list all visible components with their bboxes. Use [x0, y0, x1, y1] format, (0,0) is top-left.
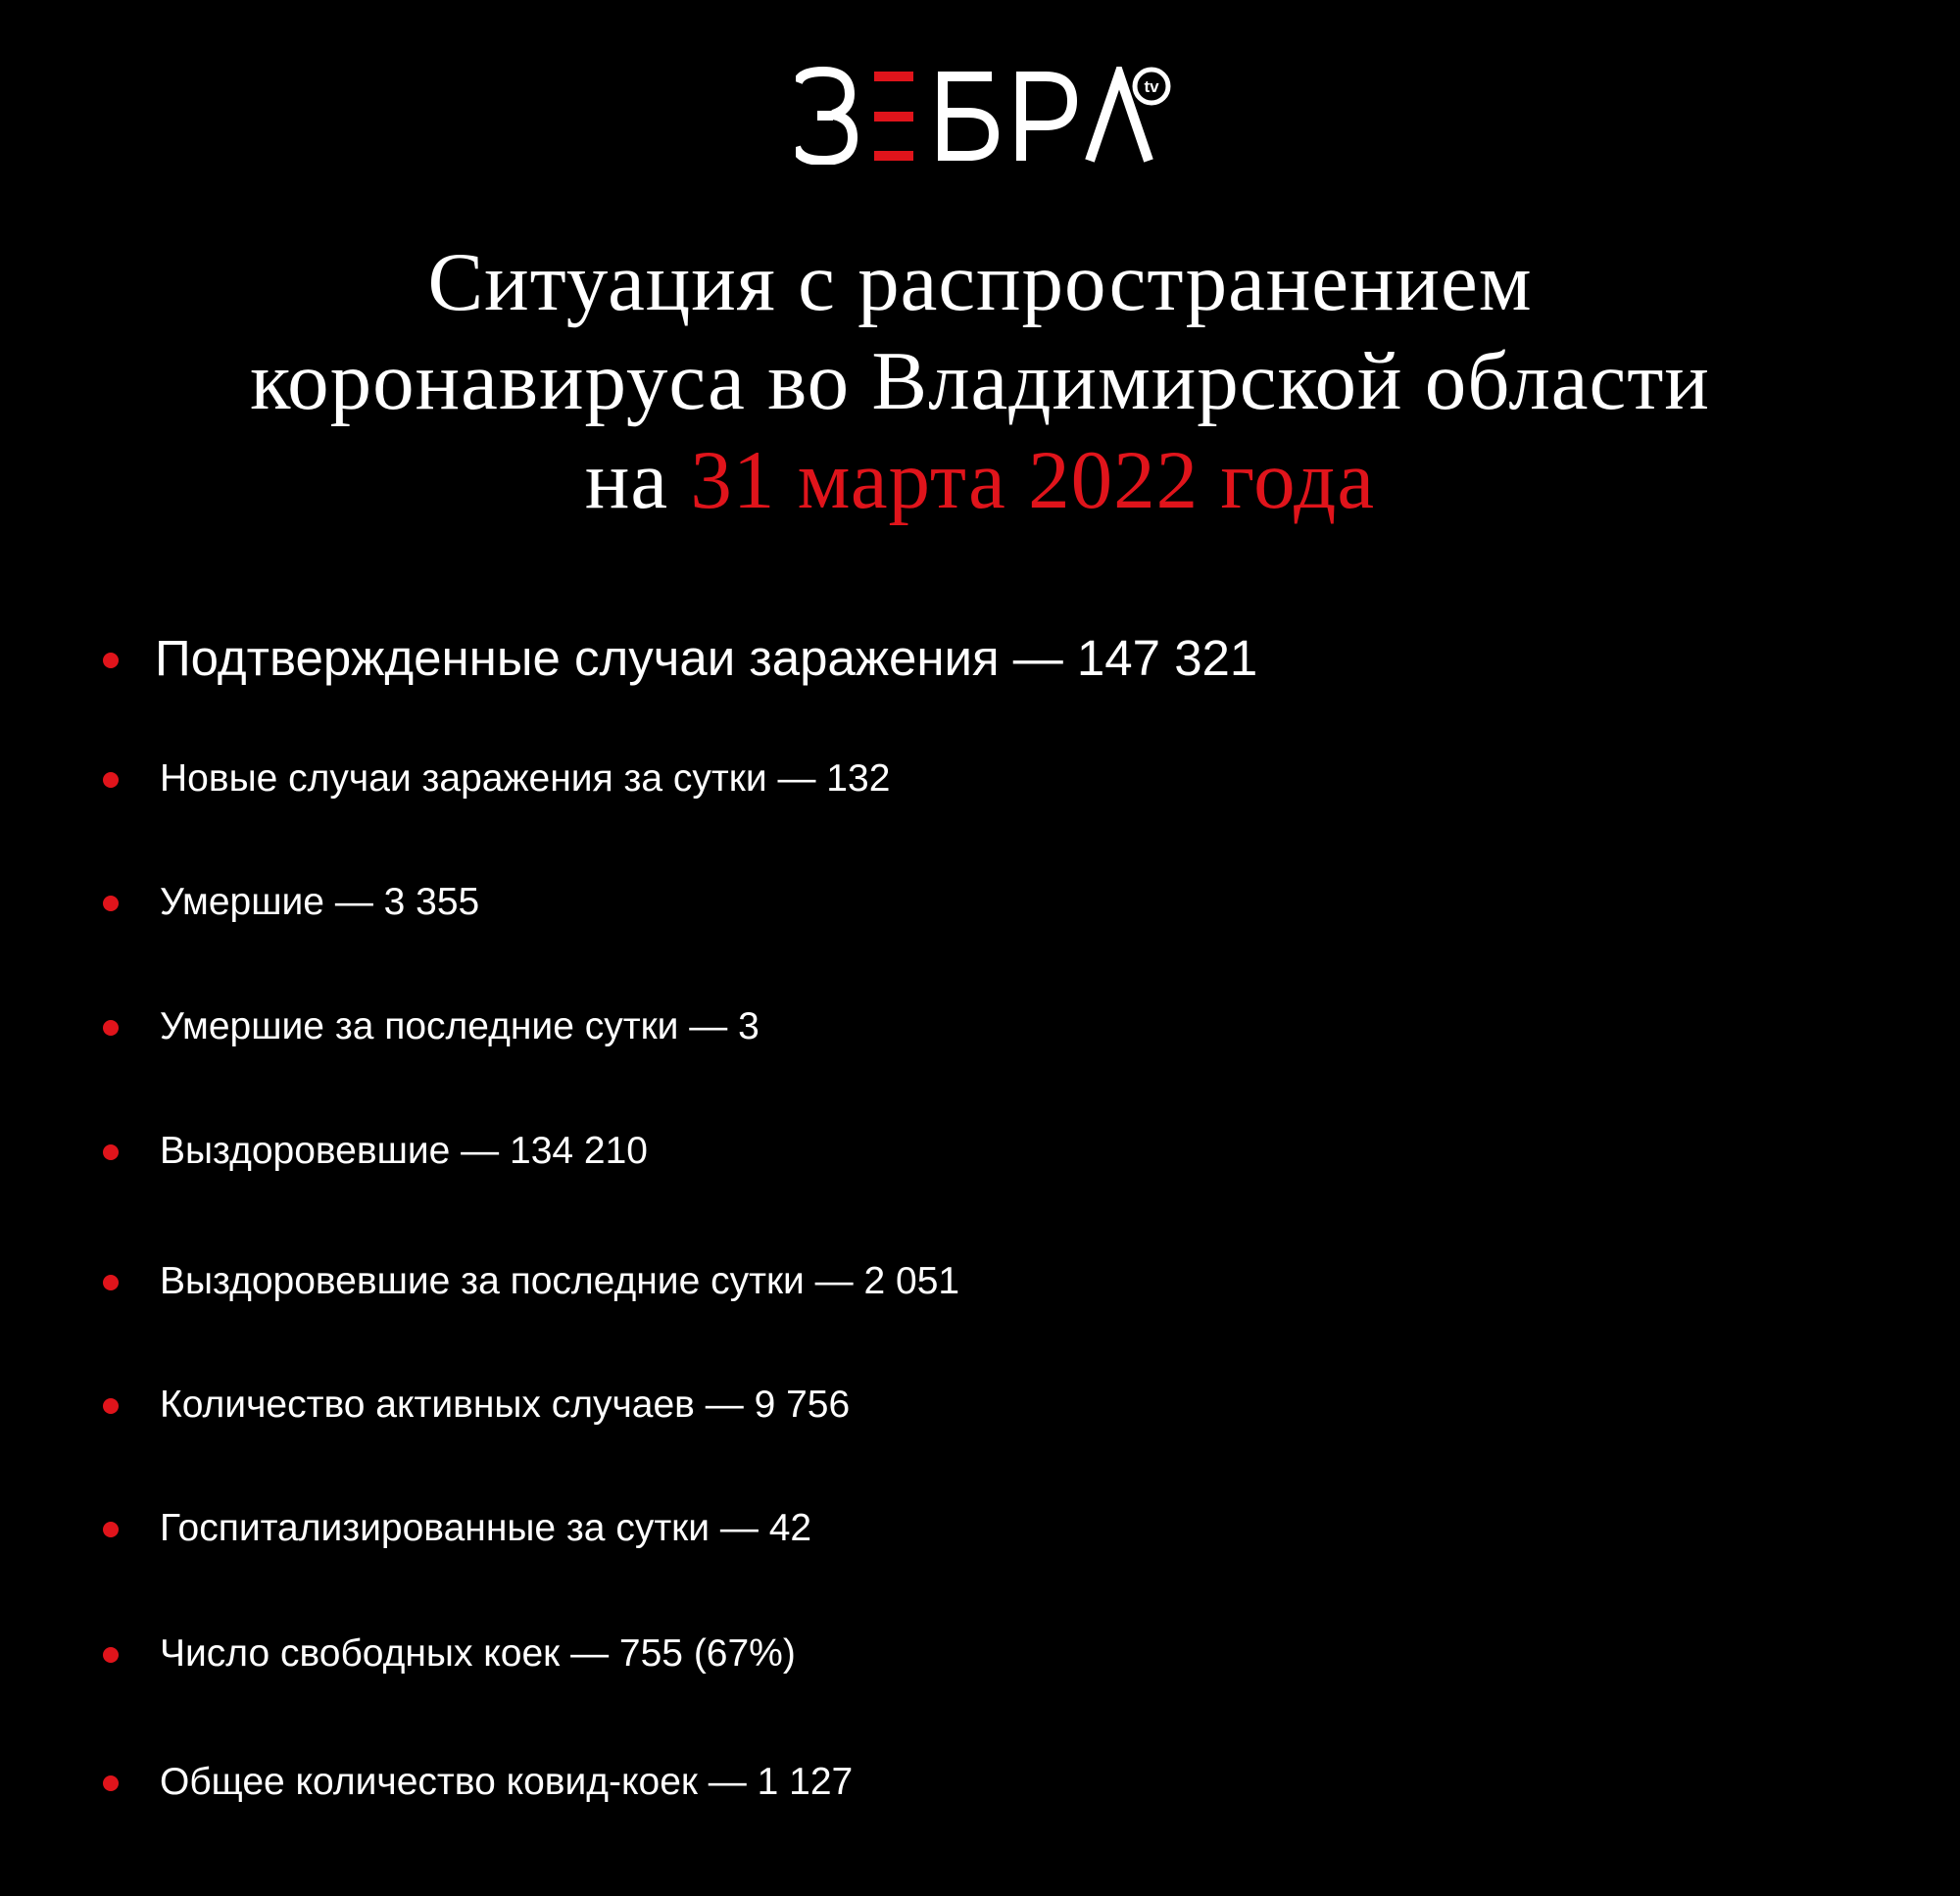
bullet-dot-icon [103, 1647, 119, 1663]
bullet-dot-icon [103, 1775, 119, 1791]
bullet-dot-icon [103, 1275, 119, 1290]
stat-item-recovered [0, 1122, 1862, 1181]
stat-text: Выздоровевшие за последние сутки — 2 051 [160, 1260, 960, 1302]
stat-text: Умершие за последние сутки — 3 [160, 1005, 760, 1047]
stat-item-hospitalized-daily [0, 1499, 1862, 1558]
stat-item-deaths [0, 873, 1862, 932]
stat-item-free-beds [0, 1625, 1862, 1683]
stat-text: Общее количество ковид-коек — 1 127 [160, 1761, 854, 1803]
stat-text: Количество активных случаев — 9 756 [160, 1384, 851, 1426]
title-line-2: коронавируса во Владимирской области [250, 335, 1710, 427]
bullet-dot-icon [103, 1398, 119, 1414]
stat-item-recovered-daily [0, 1252, 1862, 1311]
title-date: 31 марта 2022 года [690, 434, 1376, 526]
stat-text: Госпитализированные за сутки — 42 [160, 1507, 812, 1549]
stat-text: Подтвержденные случаи заражения — 147 321 [155, 630, 1258, 686]
title-line-1: Ситуация с распространением [427, 236, 1533, 328]
title-date-prefix: на [584, 434, 669, 526]
bullet-dot-icon [103, 653, 119, 668]
bullet-dot-icon [103, 896, 119, 911]
stat-item-confirmed-cases [0, 629, 1862, 688]
stat-text: Число свободных коек — 755 (67%) [160, 1632, 796, 1675]
stat-item-deaths-daily [0, 997, 1862, 1056]
stat-text: Выздоровевшие — 134 210 [160, 1130, 648, 1172]
bullet-dot-icon [103, 1522, 119, 1537]
stat-text: Умершие — 3 355 [160, 881, 480, 923]
stat-item-total-covid-beds [0, 1753, 1862, 1812]
svg-text:tv: tv [1144, 77, 1159, 96]
bullet-dot-icon [103, 772, 119, 788]
stat-item-active-cases [0, 1376, 1862, 1434]
bullet-dot-icon [103, 1144, 119, 1160]
stat-item-new-cases [0, 750, 1862, 808]
bullet-dot-icon [103, 1020, 119, 1036]
stat-text: Новые случаи заражения за сутки — 132 [160, 757, 891, 800]
